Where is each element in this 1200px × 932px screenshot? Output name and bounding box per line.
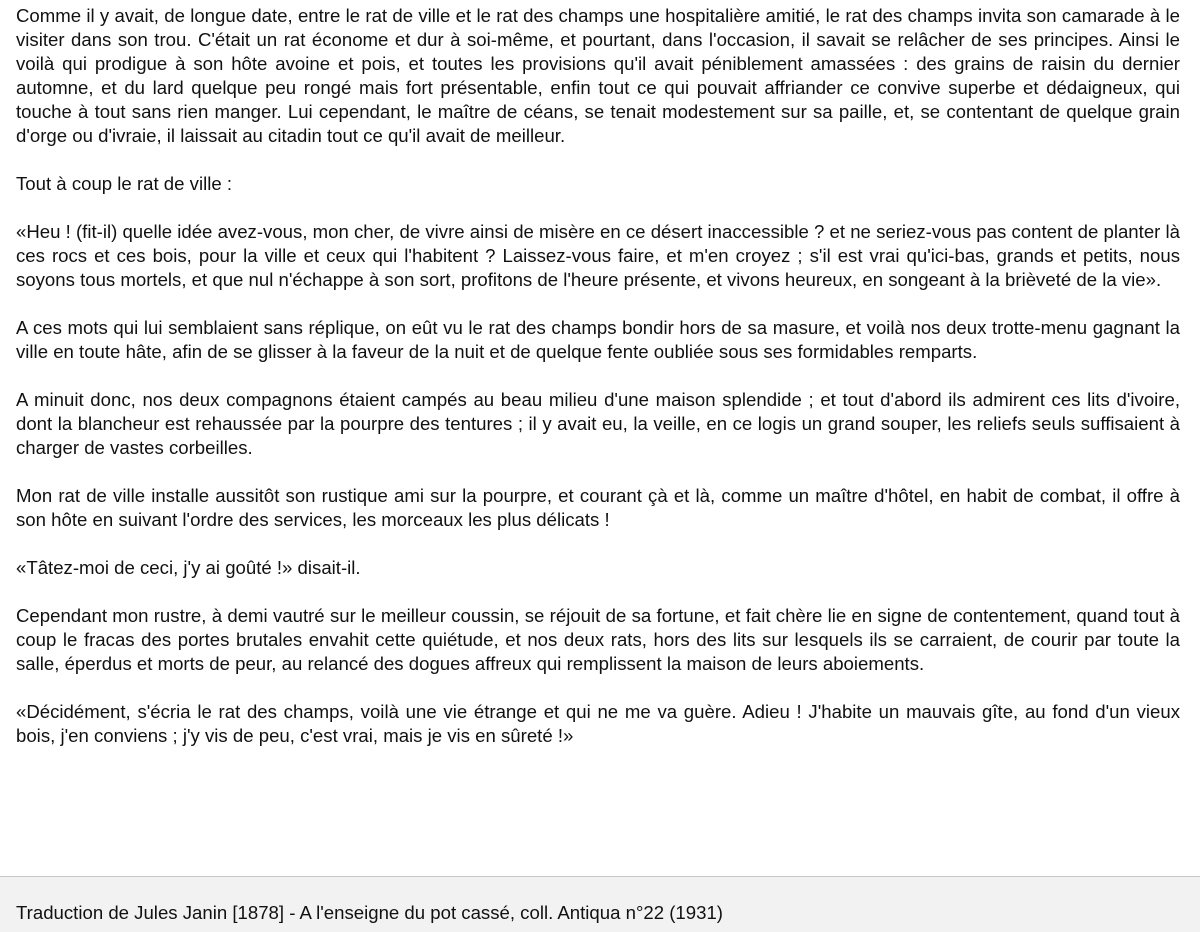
paragraph-2: Tout à coup le rat de ville : (16, 173, 233, 194)
story-body (16, 4, 1180, 772)
paragraph-8: Cependant mon rustre, à demi vautré sur le meilleur coussin, se réjouit de sa fortune, et fait chère lie en signe de contentement, quand tout à coup le fracas des portes brutales envahit cette quiétude, et nos deux rats, hors des lits sur lesquels ils se carraient, de courir par toute la salle, éperdus et morts de peur, au relancé des dogues affreux qui remplissent la maison de leurs aboiements. (16, 605, 1180, 674)
translation-credit: Traduction de Jules Janin [1878] - A l'enseigne du pot cassé, coll. Antiqua n°22 (1931) (16, 902, 723, 923)
paragraph-3: «Heu ! (fit-il) quelle idée avez-vous, mon cher, de vivre ainsi de misère en ce désert inaccessible ? et ne seriez-vous pas content de planter là ces rocs et ces bois, pour la ville et ceux qui l'habitent ? Laissez-vous faire, et m'en croyez ; s'il est vrai qu'ici-bas, grands et petits, nous soyons tous mortels, et que nul n'échappe à son sort, profitons de l'heure présente, et vivons heureux, en songeant à la brièveté de la vie». (16, 221, 1180, 290)
paragraph-9: «Décidément, s'écria le rat des champs, voilà une vie étrange et qui ne me va guère. Adieu ! J'habite un mauvais gîte, au fond d'un vieux bois, j'en conviens ; j'y vis de peu, c'est vrai, mais je vis en sûreté !» (16, 701, 1180, 746)
paragraph-4: A ces mots qui lui semblaient sans réplique, on eût vu le rat des champs bondir hors de sa masure, et voilà nos deux trotte-menu gagnant la ville en toute hâte, afin de se glisser à la faveur de la nuit et de quelque fente oubliée sous ses formidables remparts. (16, 317, 1180, 362)
paragraph-7: «Tâtez-moi de ceci, j'y ai goûté !» disait-il. (16, 557, 361, 578)
paragraph-6: Mon rat de ville installe aussitôt son rustique ami sur la pourpre, et courant çà et là, comme un maître d'hôtel, en habit de combat, il offre à son hôte en suivant l'ordre des services, les morceaux les plus délicats ! (16, 485, 1180, 530)
paragraph-5: A minuit donc, nos deux compagnons étaient campés au beau milieu d'une maison splendide ; et tout d'abord ils admirent ces lits d'ivoire, dont la blancheur est rehaussée par la pourpre des tentures ; il y avait eu, la veille, en ce logis un grand souper, les reliefs seuls suffisaient à charger de vastes corbeilles. (16, 389, 1180, 458)
footer-bar (0, 876, 1200, 932)
paragraph-1: Comme il y avait, de longue date, entre le rat de ville et le rat des champs une hospitalière amitié, le rat des champs invita son camarade à le visiter dans son trou. C'était un rat économe et dur à soi-même, et pourtant, dans l'occasion, il savait se relâcher de ses principes. Ainsi le voilà qui prodigue à son hôte avoine et pois, et toutes les provisions qu'il avait péniblement amassées : des grains de raisin du dernier automne, et du lard quelque peu rongé mais fort présentable, enfin tout ce qui pouvait affriander ce convive superbe et dédaigneux, qui touche à tout sans rien manger. Lui cependant, le maître de céans, se tenait modestement sur sa paille, et, se contentant de quelque grain d'orge ou d'ivraie, il laissait au citadin tout ce qu'il avait de meilleur. (16, 5, 1180, 146)
